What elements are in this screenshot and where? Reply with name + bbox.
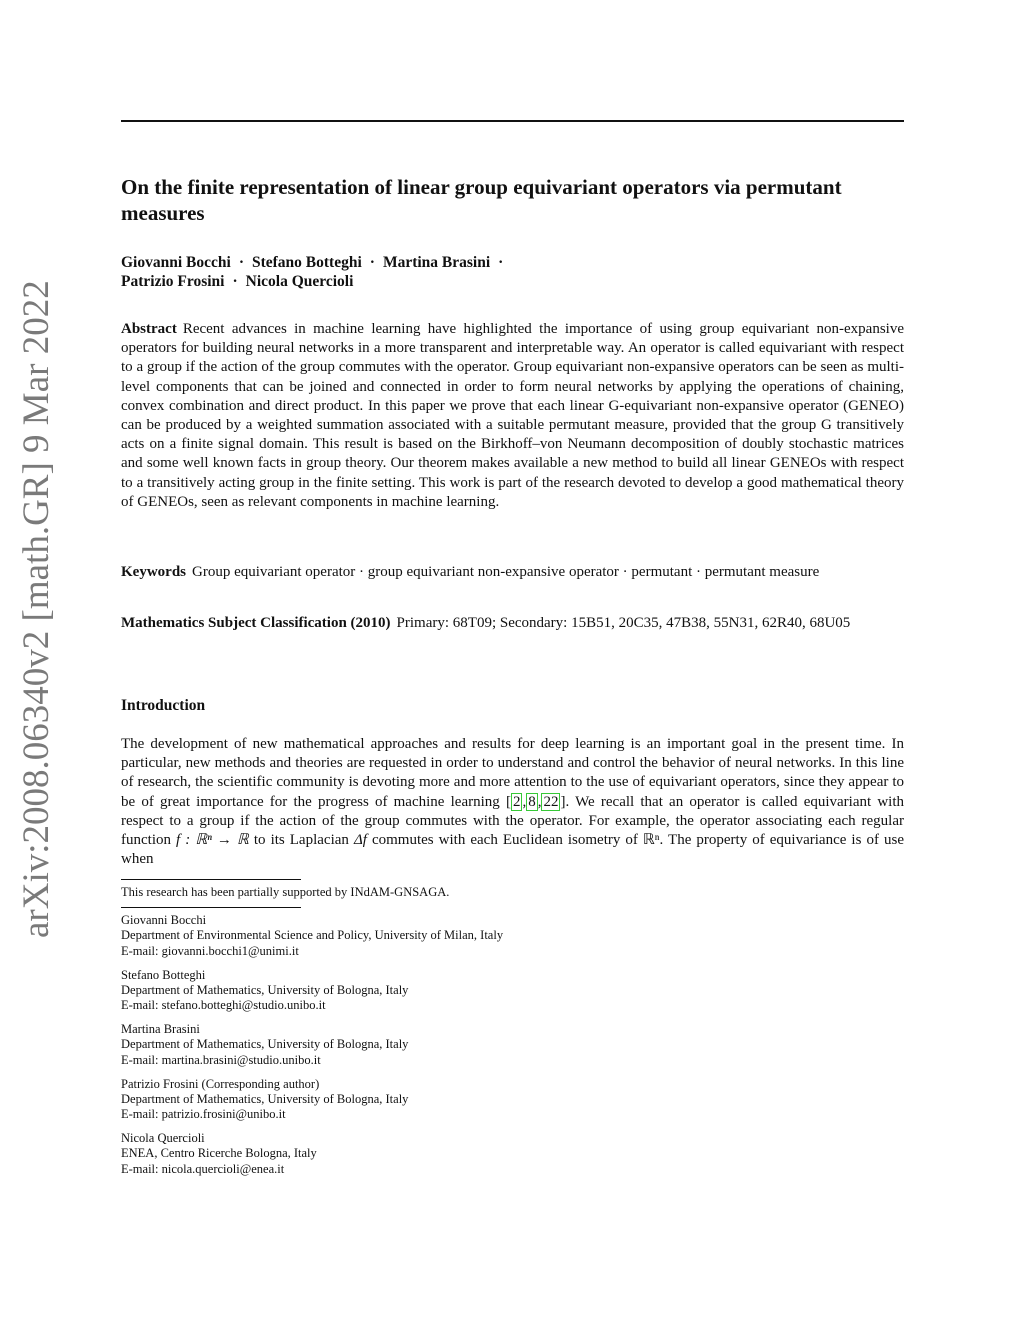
- author-line-1: [121, 253, 904, 272]
- intro-text: commutes with each Euclidean isometry of ℝⁿ. The property of equivariance is of use when: [121, 832, 904, 868]
- intro-text: ]. We recall that an operator is called equivariant with respect to a group if the action of the group commutes with the operator. For example, the operator associating each regular function: [121, 793, 905, 849]
- citation-link[interactable]: 22: [543, 793, 559, 810]
- affiliation-email[interactable]: E-mail: patrizio.frosini@unibo.it: [121, 1107, 286, 1122]
- author-name: Giovanni Bocchi: [121, 254, 231, 271]
- funding-footnote: This research has been partially supported by INdAM-GNSAGA.: [121, 885, 450, 899]
- affiliation-department: ENEA, Centro Ricerche Bologna, Italy: [121, 1146, 317, 1161]
- affiliation-department: Department of Mathematics, University of Bologna, Italy: [121, 982, 409, 997]
- subject-classification: [121, 614, 904, 633]
- affiliation-email[interactable]: E-mail: giovanni.bocchi1@unimi.it: [121, 943, 299, 958]
- citation-link[interactable]: 2: [512, 793, 521, 810]
- keywords-label: Keywords: [121, 564, 186, 580]
- author-separator: ·: [238, 254, 244, 271]
- affiliation-email[interactable]: E-mail: nicola.quercioli@enea.it: [121, 1161, 285, 1176]
- affiliation-block: [121, 1131, 821, 1177]
- arxiv-stamp: arXiv:2008.06340v2 [math.GR] 9 Mar 2022: [16, 280, 57, 938]
- affiliation-block: [121, 968, 821, 1014]
- affiliation-name: Martina Brasini: [121, 1022, 200, 1037]
- paper-title: On the finite representation of linear group equivariant operators via permutant measures: [121, 175, 842, 225]
- abstract-label: Abstract: [121, 321, 177, 337]
- author-list: [121, 253, 904, 291]
- intro-text: The development of new mathematical approaches and results for deep learning is an important goal in the present time. In particular, new methods and theories are requested in order to understand and control the behavior of neural networks. In this line of research, the scientific community is devoting more and more attention to the use of equivariant operators, since they appear to be of great importance for the progress of machine learning [: [121, 736, 904, 810]
- affiliation-block: [121, 1022, 821, 1068]
- author-separator: ·: [369, 254, 375, 271]
- affiliation-email[interactable]: E-mail: stefano.botteghi@studio.unibo.it: [121, 998, 326, 1013]
- msc-text: Primary: 68T09; Secondary: 15B51, 20C35, 47B38, 55N31, 62R40, 68U05: [396, 615, 851, 631]
- top-rule: [121, 120, 904, 122]
- author-line-2: [121, 272, 904, 291]
- abstract: [121, 320, 904, 512]
- citation-link[interactable]: 8: [528, 793, 536, 810]
- affiliation-department: Department of Mathematics, University of Bologna, Italy: [121, 1037, 409, 1052]
- abstract-text: Recent advances in machine learning have highlighted the importance of using group equivariant non-expansive operators for building neural networks in a more transparent and interpretable way. An operator is called equivariant with respect to a group if the action of the group commutes with the operator. Group equivariant non-expansive operators can be seen as multi-level components that can be joined and connected in order to form neural networks by applying the operations of chaining, convex combination and direct product. In this paper we prove that each linear G-equivariant non-expansive operator (GENEO) can be produced by a weighted summation associated with a suitable permutant measure, provided that the group G transitively acts on a finite signal domain. This result is based on the Birkhoff–von Neumann decomposition of doubly stochastic matrices and some well known facts in group theory. Our theorem makes available a new method to build all linear GENEOs with respect to a transitively acting group in the finite setting. This work is part of the research devoted to develop a good mathematical theory of GENEOs, seen as relevant components in machine learning.: [121, 321, 904, 510]
- math-function: f : ℝⁿ → ℝ: [176, 832, 249, 849]
- affiliation-block: [121, 913, 821, 959]
- affiliation-department: Department of Environmental Science and Policy, University of Milan, Italy: [121, 928, 504, 943]
- affiliation-name: Giovanni Bocchi: [121, 913, 207, 927]
- affiliation-email[interactable]: E-mail: martina.brasini@studio.unibo.it: [121, 1052, 321, 1067]
- author-name: Martina Brasini: [382, 254, 491, 271]
- affiliations: [121, 913, 821, 1186]
- footnote-rule: [121, 907, 301, 908]
- affiliation-name: Patrizio Frosini (Corresponding author): [121, 1076, 320, 1091]
- affiliation-name: Nicola Quercioli: [121, 1131, 205, 1146]
- msc-label: Mathematics Subject Classification (2010): [121, 615, 391, 631]
- math-laplacian: Δf: [353, 832, 367, 849]
- intro-text: to its Laplacian: [248, 832, 354, 849]
- affiliation-block: [121, 1077, 821, 1123]
- keywords-text: Group equivariant operator · group equivariant non-expansive operator · permutant · permutant measure: [192, 564, 820, 580]
- affiliation-department: Department of Mathematics, University of Bologna, Italy: [121, 1091, 409, 1106]
- author-separator: ·: [498, 254, 504, 271]
- introduction-heading: Introduction: [121, 697, 206, 714]
- keywords: [121, 563, 904, 582]
- footnote-rule: [121, 879, 301, 880]
- author-separator: ·: [232, 273, 238, 290]
- author-name: Stefano Botteghi: [251, 254, 362, 271]
- introduction-paragraph: The development of new mathematical approaches and results for deep learning is an important goal in the present time. In particular, new methods and theories are requested in order to understand and control the behavior of neural networks. In this line of research, the scientific community is devoting more and more attention to the use of equivariant operators, since they appear to be of great importance for the progress of machine learning [ 2 , 8 , 22 ]. We recall that an operator is called equivariant with respect to a group if the action of the group commutes with the operator. For example, the operator associating each regular function f : ℝⁿ → ℝ to its Laplacian Δf commutes with each Euclidean isometry of ℝⁿ. The property of equivariance is of use when: [121, 736, 905, 868]
- author-name: Patrizio Frosini: [121, 273, 225, 290]
- affiliation-name: Stefano Botteghi: [121, 967, 206, 982]
- author-name: Nicola Quercioli: [245, 273, 354, 290]
